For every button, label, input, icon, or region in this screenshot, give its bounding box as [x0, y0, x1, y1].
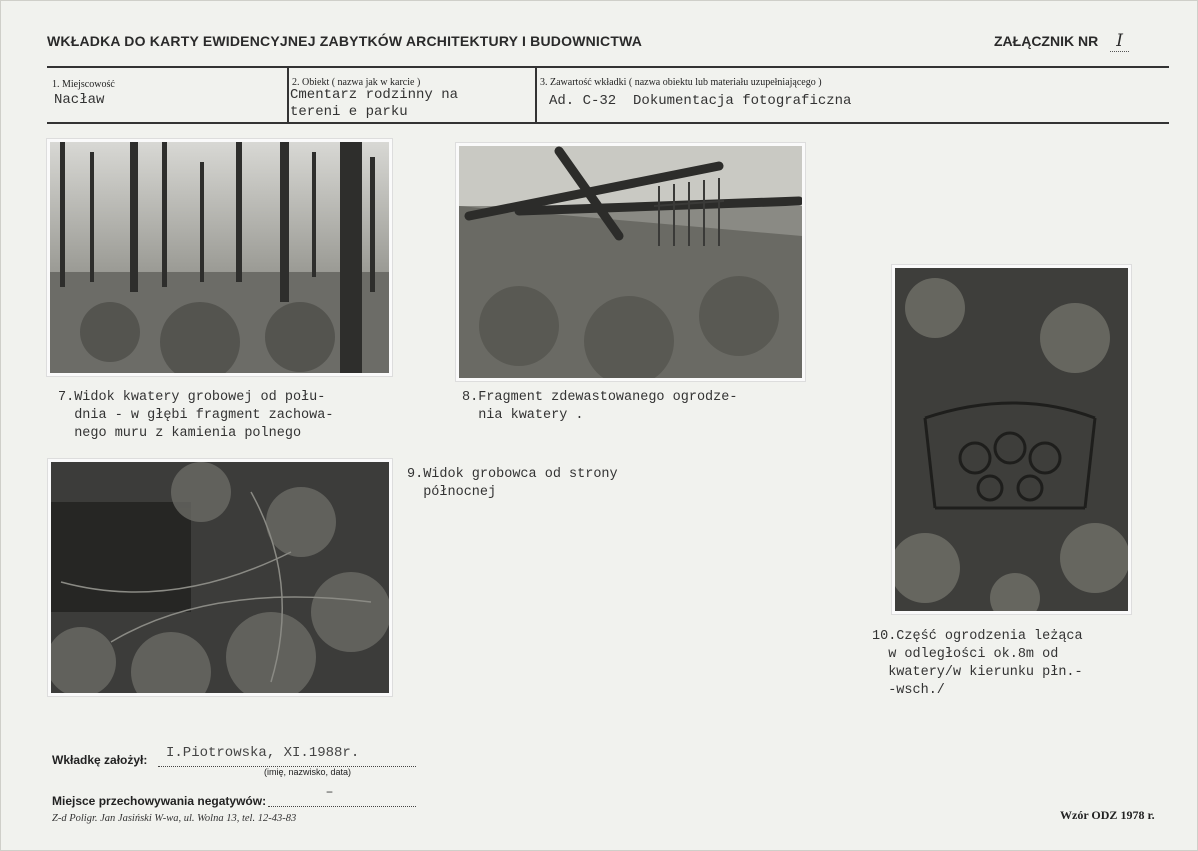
location-label: 1. Miejscowość: [52, 79, 115, 90]
object-value-line2: tereni e parku: [290, 104, 408, 120]
object-label: 2. Obiekt ( nazwa jak w karcie ): [292, 77, 421, 88]
author-sublabel: (imię, nazwisko, data): [264, 767, 352, 777]
content-value: Ad. C-32 Dokumentacja fotograficzna: [549, 93, 852, 109]
annex-number: I: [1110, 31, 1129, 52]
annex-label-text: ZAŁĄCZNIK NR: [994, 33, 1099, 49]
forest-photo: [47, 139, 392, 376]
negatives-value: –: [326, 784, 333, 800]
negatives-label: Miejsce przechowywania negatywów:: [52, 794, 267, 808]
author-value: I.Piotrowska, XI.1988r.: [166, 745, 360, 761]
header-divider-1: [287, 67, 289, 122]
annex-label: [994, 31, 1129, 52]
caption-10-line3: kwatery/w kierunku płn.-: [872, 665, 1083, 680]
caption-8-line2: nia kwatery .: [462, 408, 584, 423]
form-id: Wzór ODZ 1978 r.: [1060, 808, 1155, 822]
caption-10-line2: w odległości ok.8m od: [872, 647, 1059, 662]
header-top-rule: [47, 66, 1169, 68]
document-title: WKŁADKA DO KARTY EWIDENCYJNEJ ZABYTKÓW ARCHITEKTURY I BUDOWNICTWA: [47, 33, 643, 49]
header-bottom-rule: [47, 122, 1169, 124]
fallen-tree-fence-photo: [456, 143, 805, 381]
caption-10-line4: -wsch./: [872, 683, 945, 698]
object-value-line1: Cmentarz rodzinny na: [290, 87, 459, 103]
caption-7-line3: nego muru z kamienia polnego: [58, 426, 302, 441]
header-divider-2: [535, 67, 537, 122]
printer-info: Z-d Poligr. Jan Jasiński W-wa, ul. Wolna 13, tel. 12-43-83: [52, 813, 297, 824]
negatives-dotted-line: [268, 806, 416, 807]
content-label: 3. Zawartość wkładki ( nazwa obiektu lub materiału uzupełniającego ): [540, 77, 822, 88]
fence-fragment-photo: [892, 265, 1131, 614]
tomb-photo: [48, 459, 392, 696]
caption-9-line2: północnej: [407, 485, 497, 500]
caption-7-line2: dnia - w głębi fragment zachowa-: [58, 408, 334, 423]
caption-10-line1: 10.Część ogrodzenia leżąca: [872, 629, 1083, 644]
caption-8-line1: 8.Fragment zdewastowanego ogrodze-: [462, 390, 738, 405]
location-value: Nacław: [54, 92, 105, 108]
author-label: Wkładkę założył:: [52, 753, 148, 767]
caption-7-line1: 7.Widok kwatery grobowej od połu-: [58, 390, 326, 405]
caption-9-line1: 9.Widok grobowca od strony: [407, 467, 618, 482]
